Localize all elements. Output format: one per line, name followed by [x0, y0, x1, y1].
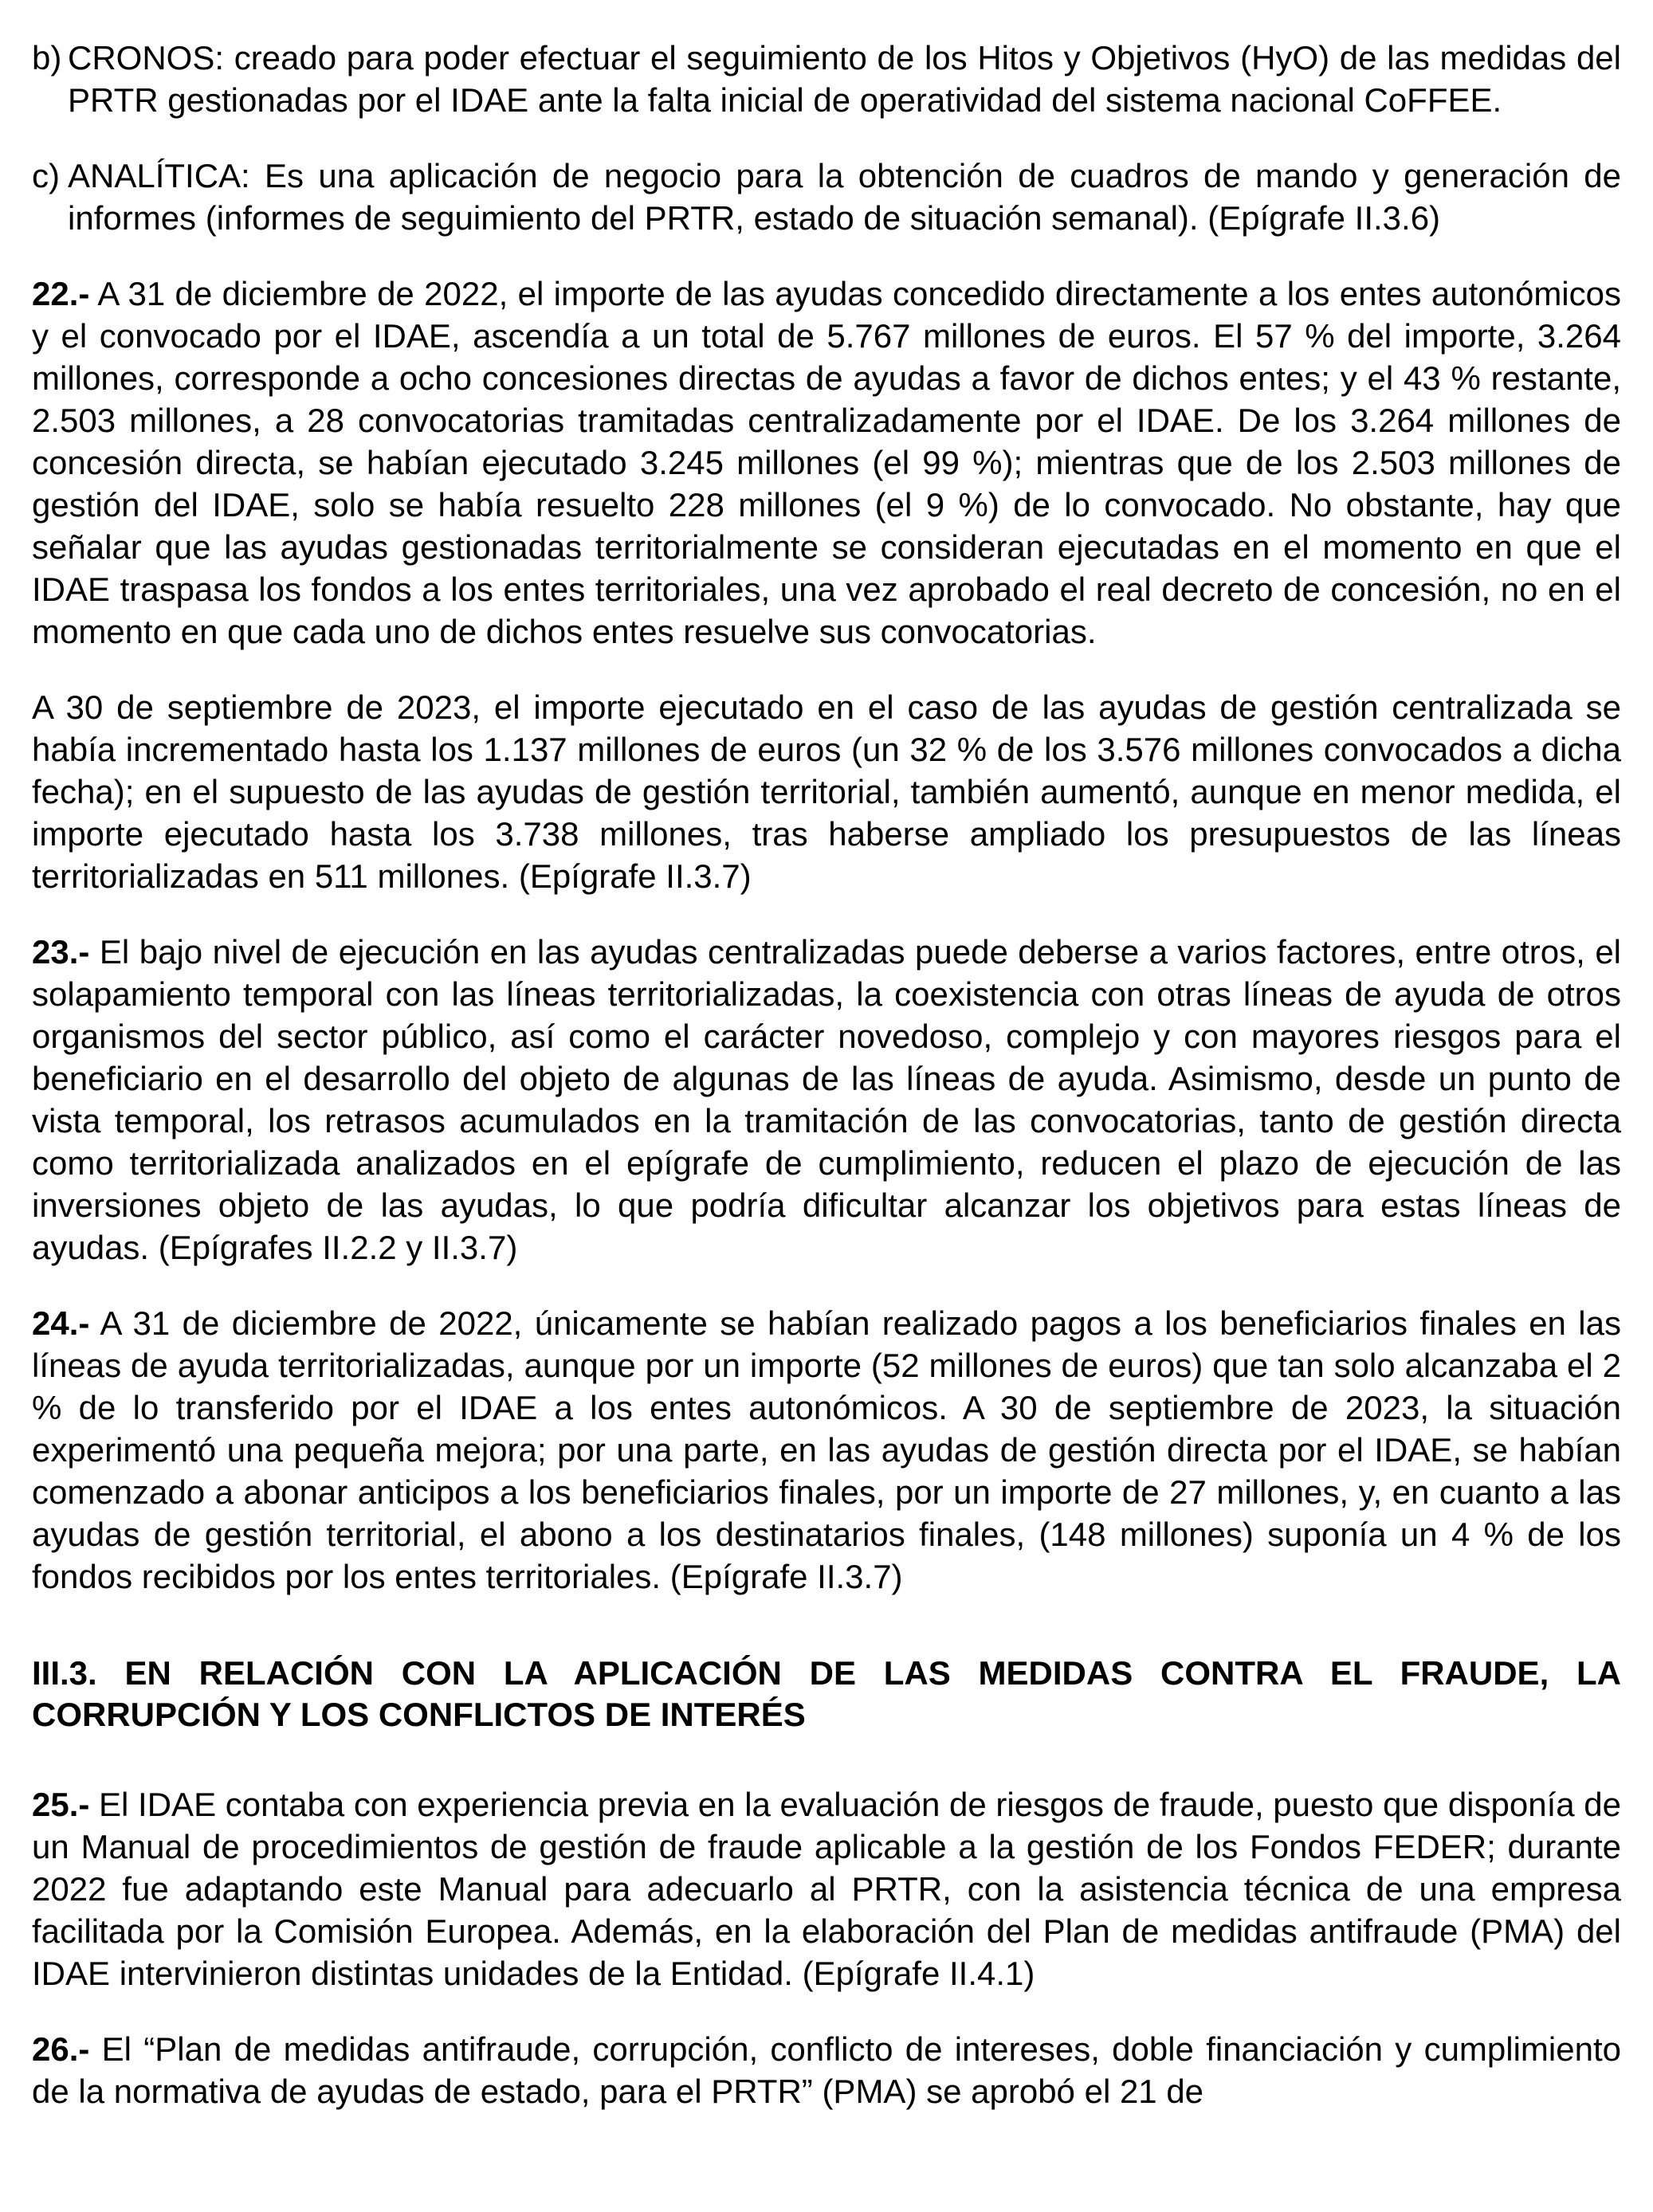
list-item-marker: c): [32, 157, 60, 194]
paragraph-text: El IDAE contaba con experiencia previa en la evaluación de riesgos de fraude, puesto que disponía de un Manual de procedimientos de gestión de fraude aplicable a la gestión de los Fondos FEDER; durante 2022 fue adaptando este Manual para adecuarlo al PRTR, con la asistencia técnica de una empresa facilitada por la Comisión Europea. Además, en la elaboración del Plan de medidas antifraude (PMA) del IDAE intervinieron distintas unidades de la Entidad. (Epígrafe II.4.1): [32, 1786, 1621, 1992]
list-item-text: ANALÍTICA: Es una aplicación de negocio para la obtención de cuadros de mando y generación de informes (informes de seguimiento del PRTR, estado de situación semanal). (Epígrafe II.3.6): [68, 157, 1621, 237]
paragraph-number: 22.-: [32, 275, 90, 312]
paragraph-number: 24.-: [32, 1304, 90, 1342]
numbered-paragraph-22: [32, 273, 1621, 653]
numbered-paragraph-24: [32, 1302, 1621, 1598]
paragraph-text: A 31 de diciembre de 2022, el importe de las ayudas concedido directamente a los entes autonómicos y el convocado por el IDAE, ascendía a un total de 5.767 millones de euros. El 57 % del importe, 3.264 millones, corresponde a ocho concesiones directas de ayudas a favor de dichos entes; y el 43 % restante, 2.503 millones, a 28 convocatorias tramitadas centralizadamente por el IDAE. De los 3.264 millones de concesión directa, se habían ejecutado 3.245 millones (el 99 %); mientras que de los 2.503 millones de gestión del IDAE, solo se había resuelto 228 millones (el 9 %) de lo convocado. No obstante, hay que señalar que las ayudas gestionadas territorialmente se consideran ejecutadas en el momento en que el IDAE traspasa los fondos a los entes territoriales, una vez aprobado el real decreto de concesión, no en el momento en que cada uno de dichos entes resuelve sus convocatorias.: [32, 275, 1621, 650]
numbered-paragraph-23: [32, 931, 1621, 1269]
paragraph-number: 25.-: [32, 1786, 90, 1823]
numbered-paragraph-25: [32, 1783, 1621, 1994]
list-item-c: [32, 155, 1621, 239]
heading-text: EN RELACIÓN CON LA APLICACIÓN DE LAS MEDIDAS CONTRA EL FRAUDE, LA CORRUPCIÓN Y LOS CONFLICTOS DE INTERÉS: [32, 1654, 1622, 1733]
list-item-marker: b): [32, 39, 62, 76]
paragraph-september-2023: [32, 686, 1621, 897]
list-item-b: [32, 37, 1621, 121]
list-item-text: CRONOS: creado para poder efectuar el seguimiento de los Hitos y Objetivos (HyO) de las medidas del PRTR gestionadas por el IDAE ante la falta inicial de operatividad del sistema nacional CoFFEE.: [68, 39, 1621, 119]
paragraph-text: El bajo nivel de ejecución en las ayudas centralizadas puede deberse a varios factores, entre otros, el solapamiento temporal con las líneas territorializadas, la coexistencia con otras líneas de ayuda de otros organismos del sector público, así como el carácter novedoso, complejo y con mayores riesgos para el beneficiario en el desarrollo del objeto de algunas de las líneas de ayuda. Asimismo, desde un punto de vista temporal, los retrasos acumulados en la tramitación de las convocatorias, tanto de gestión directa como territorializada analizados en el epígrafe de cumplimiento, reducen el plazo de ejecución de las inversiones objeto de las ayudas, lo que podría dificultar alcanzar los objetivos para estas líneas de ayudas. (Epígrafes II.2.2 y II.3.7): [32, 933, 1622, 1266]
heading-number: III.3.: [32, 1654, 97, 1692]
paragraph-number: 23.-: [32, 933, 90, 971]
section-heading-iii3: [32, 1653, 1621, 1735]
paragraph-text: El “Plan de medidas antifraude, corrupción, conflicto de intereses, doble financiación y cumplimiento de la normativa de ayudas de estado, para el PRTR” (PMA) se aprobó el 21 de: [32, 2030, 1621, 2110]
paragraph-number: 26.-: [32, 2030, 90, 2068]
paragraph-text: A 31 de diciembre de 2022, únicamente se habían realizado pagos a los beneficiarios finales en las líneas de ayuda territorializadas, aunque por un importe (52 millones de euros) que tan solo alcanzaba el 2 % de lo transferido por el IDAE a los entes autonómicos. A 30 de septiembre de 2023, la situación experimentó una pequeña mejora; por una parte, en las ayudas de gestión directa por el IDAE, se habían comenzado a abonar anticipos a los beneficiarios finales, por un importe de 27 millones, y, en cuanto a las ayudas de gestión territorial, el abono a los destinatarios finales, (148 millones) suponía un 4 % de los fondos recibidos por los entes territoriales. (Epígrafe II.3.7): [32, 1304, 1621, 1595]
numbered-paragraph-26: [32, 2028, 1621, 2112]
paragraph-text: A 30 de septiembre de 2023, el importe ejecutado en el caso de las ayudas de gestión centralizada se había incrementado hasta los 1.137 millones de euros (un 32 % de los 3.576 millones convocados a dicha fecha); en el supuesto de las ayudas de gestión territorial, también aumentó, aunque en menor medida, el importe ejecutado hasta los 3.738 millones, tras haberse ampliado los presupuestos de las líneas territorializadas en 511 millones. (Epígrafe II.3.7): [32, 688, 1621, 895]
